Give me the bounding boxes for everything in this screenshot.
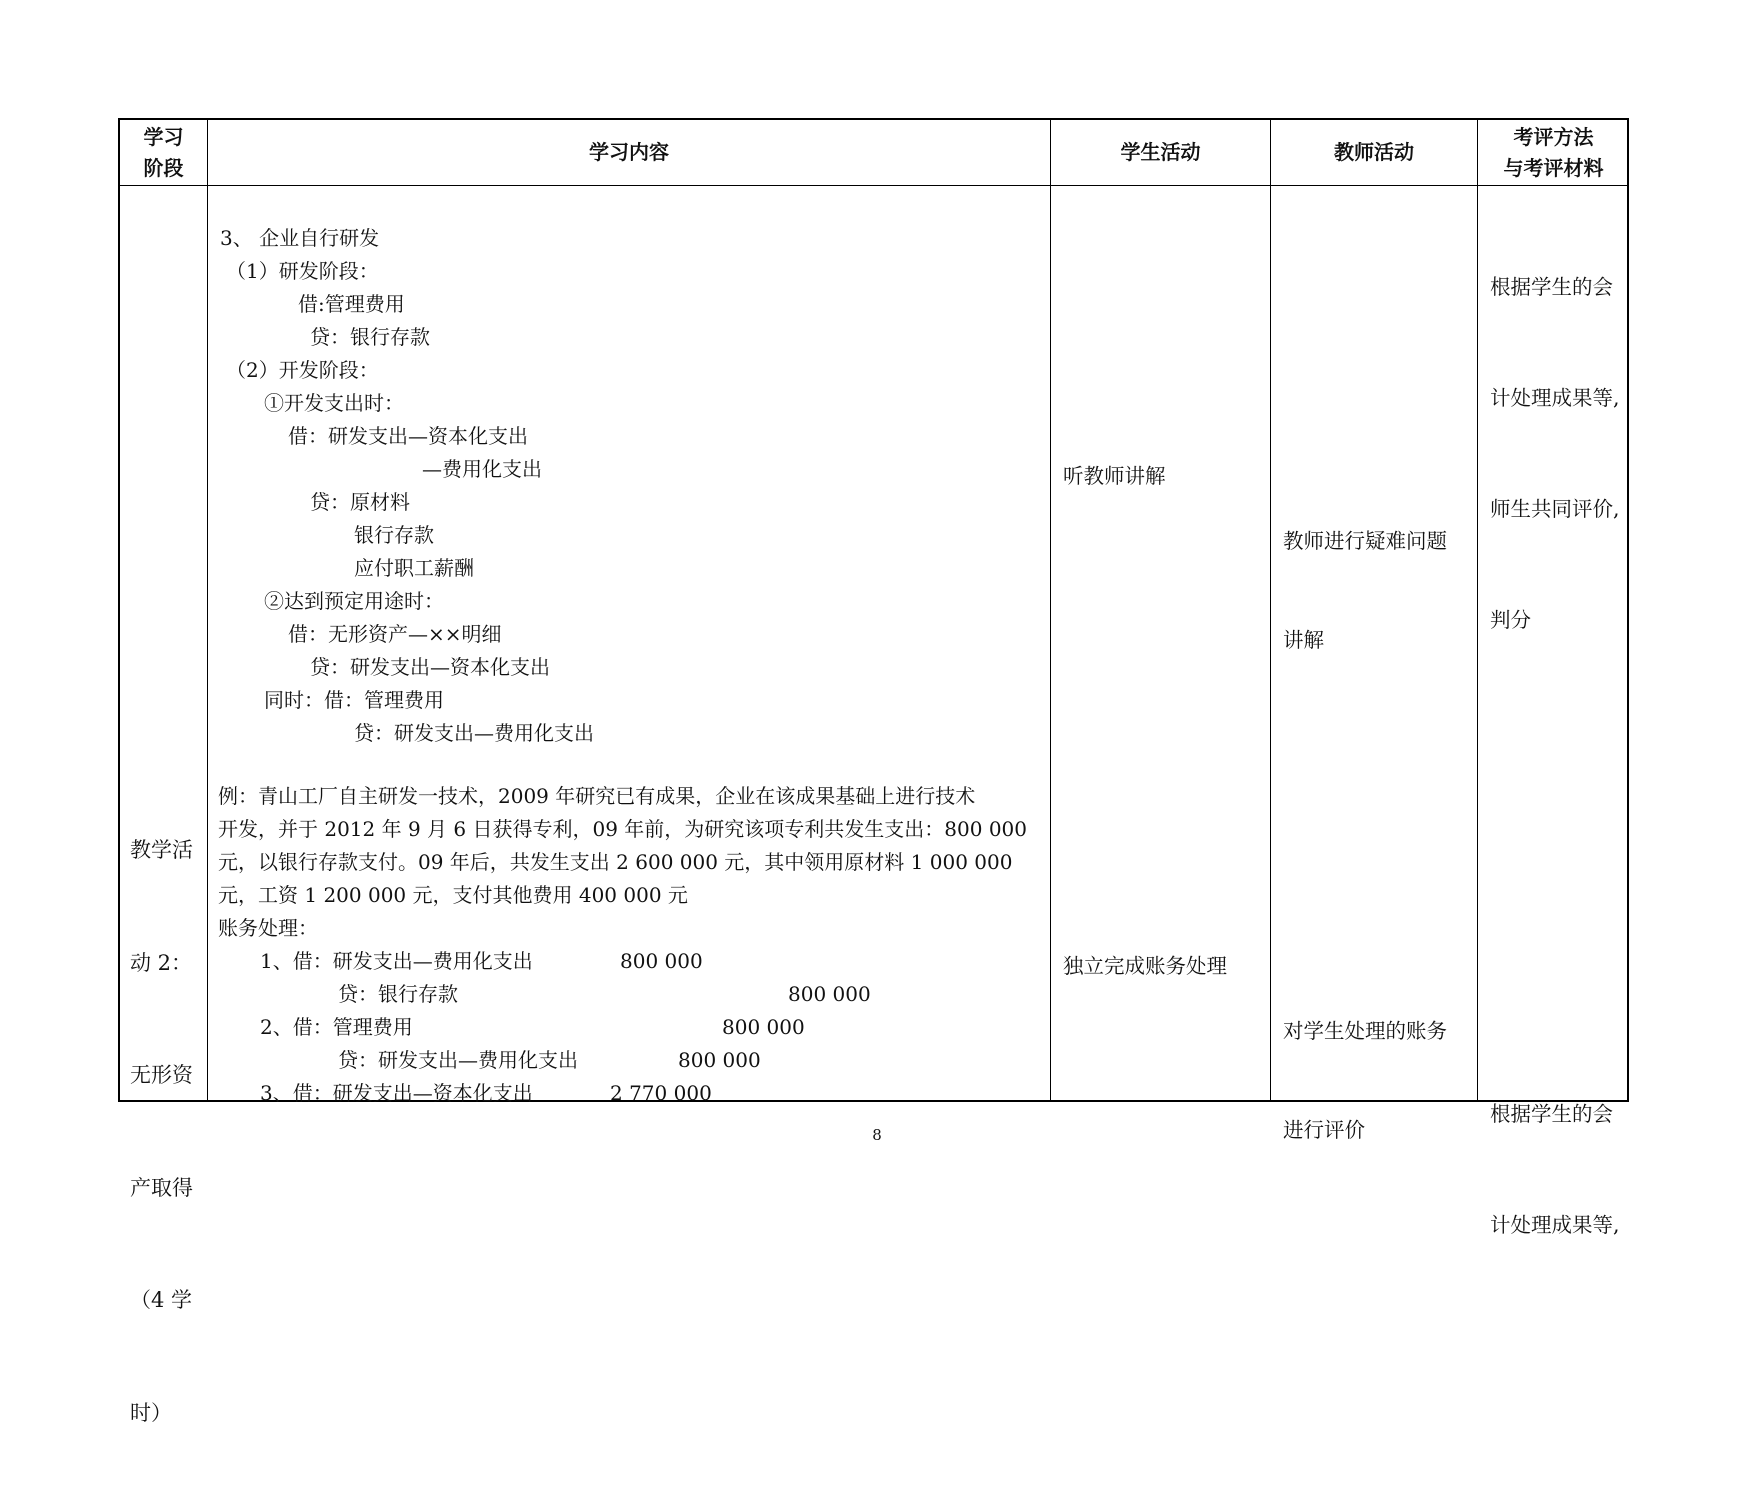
journal-amount: 800 000 <box>620 949 703 973</box>
header-student-activity: 学生活动 <box>1120 140 1201 164</box>
content-line: 借：无形资产—××明细 <box>288 622 502 646</box>
content-line: ②达到预定用途时： <box>264 589 444 613</box>
header-content: 学习内容 <box>589 140 669 164</box>
content-line: （2）开发阶段： <box>226 358 379 382</box>
column-divider <box>1270 120 1271 1100</box>
journal-amount: 800 000 <box>678 1048 761 1072</box>
journal-entry: 2、借：管理费用 <box>260 1015 413 1039</box>
content-line: 贷：研发支出—费用化支出 <box>354 721 594 745</box>
content-line: 应付职工薪酬 <box>354 556 474 580</box>
content-line: 3、 企业自行研发 <box>220 226 380 250</box>
example-line: 开发，并于 2012 年 9 月 6 日获得专利，09 年前，为研究该项专利共发生支出：800 000 <box>218 817 1028 841</box>
content-line: —费用化支出 <box>422 457 542 481</box>
example-line: 例：青山工厂自主研发一技术，2009 年研究已有成果，企业在该成果基础上进行技术 <box>218 784 976 808</box>
journal-entry: 3、借：研发支出—资本化支出 <box>260 1081 533 1105</box>
teacher-activity-evaluate: 对学生处理的账务 进行评价 <box>1283 1019 1447 1142</box>
journal-entry: 1、借：研发支出—费用化支出 <box>260 949 533 973</box>
column-divider <box>1477 120 1478 1100</box>
journal-entry: 贷：银行存款 <box>338 982 458 1006</box>
column-divider <box>1050 120 1051 1100</box>
content-line: 借:管理费用 <box>298 292 405 316</box>
header-divider <box>120 185 1627 186</box>
example-line: 元，以银行存款支付。09 年后，共发生支出 2 600 000 元，其中领用原材料 1 000 000 <box>218 850 1013 874</box>
content-line: 贷：研发支出—资本化支出 <box>310 655 550 679</box>
header-teacher-activity: 教师活动 <box>1334 140 1414 164</box>
journal-amount: 800 000 <box>722 1015 805 1039</box>
journal-entry: 贷：研发支出—费用化支出 <box>338 1048 578 1072</box>
student-activity-listen: 听教师讲解 <box>1063 464 1166 488</box>
journal-amount: 800 000 <box>788 982 871 1006</box>
content-line: 贷：银行存款 <box>310 325 430 349</box>
header-stage: 学习 阶段 <box>143 124 184 180</box>
content-line: 同时：借：管理费用 <box>264 688 444 712</box>
example-paragraph <box>208 771 1050 883</box>
column-divider <box>207 120 208 1100</box>
example-line: 元，工资 1 200 000 元，支付其他费用 400 000 元 <box>218 883 688 907</box>
content-line: （1）研发阶段： <box>226 259 379 283</box>
header-assessment: 考评方法 与考评材料 <box>1503 124 1604 180</box>
assessment-text: 根据学生的会 计处理成果等, <box>1490 1102 1620 1237</box>
example-line: 账务处理： <box>218 916 318 940</box>
assessment-text: 根据学生的会 计处理成果等, 师生共同评价, 判分 <box>1490 275 1620 632</box>
stage-cell: 教学活 动 2： 无形资 产取得 （4 学 时） <box>130 838 193 1425</box>
content-line: ①开发支出时： <box>264 391 404 415</box>
lesson-table <box>118 118 1629 1425</box>
student-activity-practice: 独立完成账务处理 <box>1063 954 1227 978</box>
page-number: 8 <box>872 1126 882 1144</box>
journal-amount: 2 770 000 <box>610 1081 712 1105</box>
content-line: 银行存款 <box>354 523 434 547</box>
content-line: 借：研发支出—资本化支出 <box>288 424 528 448</box>
content-line: 贷：原材料 <box>310 490 410 514</box>
teacher-activity-explain: 教师进行疑难问题 讲解 <box>1283 529 1447 652</box>
